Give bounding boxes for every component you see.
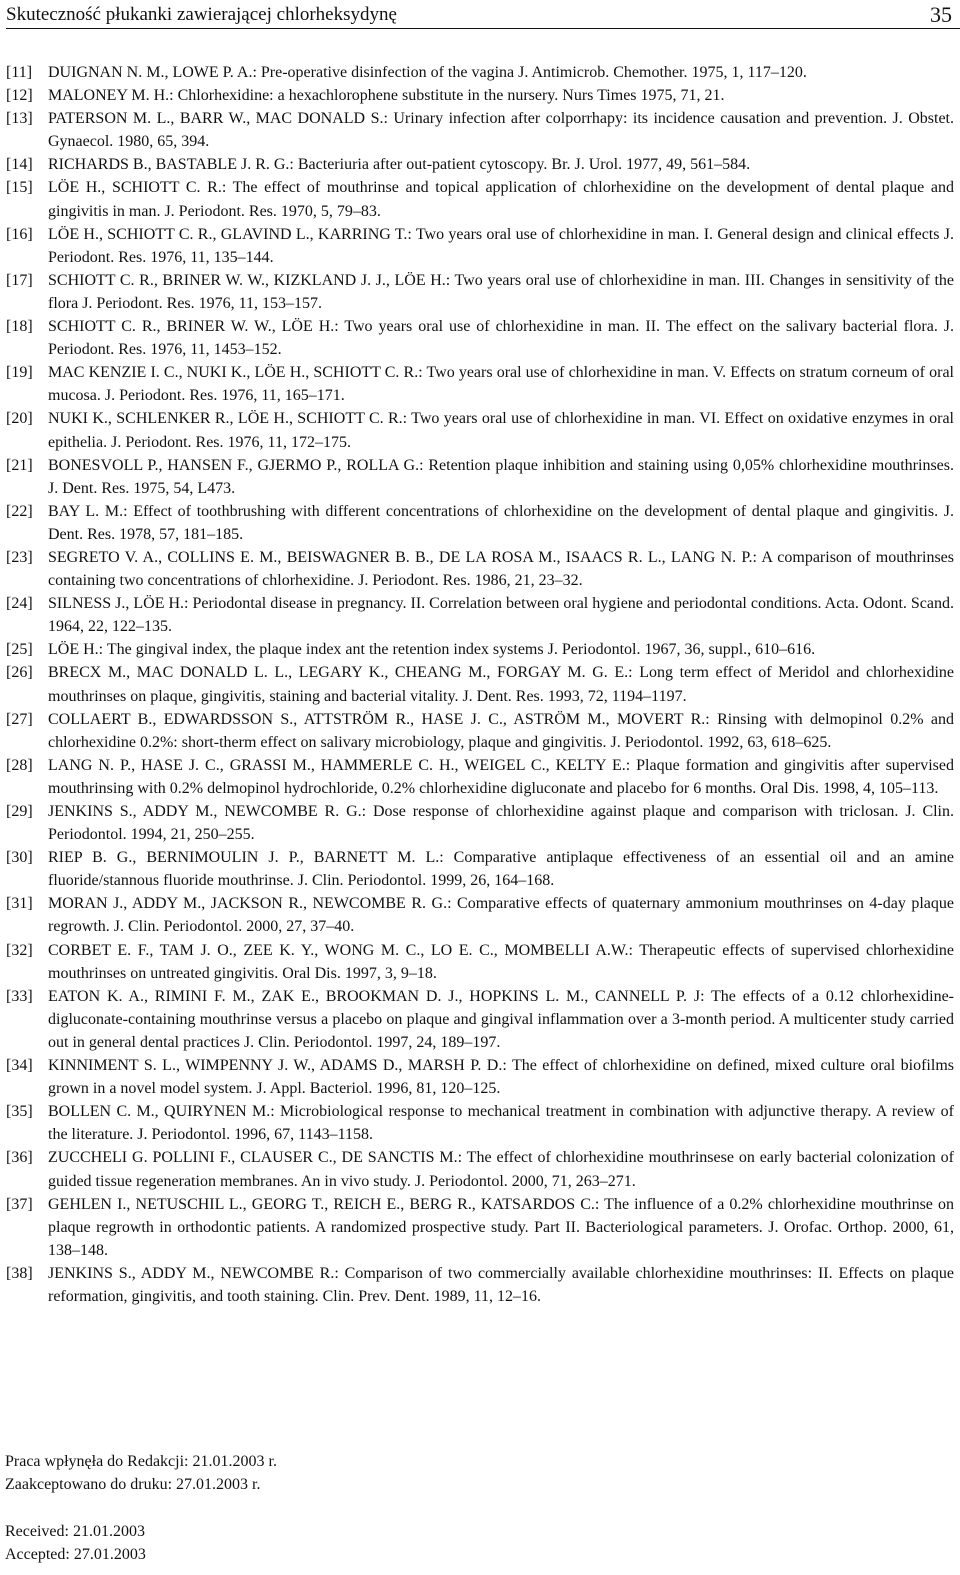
reference-text: JENKINS S., ADDY M., NEWCOMBE R. G.: Dose response of chlorhexidine against plaque and comparison with triclosan. J. Clin. Periodontol. 1994, 21, 250–255. (48, 803, 954, 844)
reference-text: SEGRETO V. A., COLLINS E. M., BEISWAGNER B. B., DE LA ROSA M., ISAACS R. L., LANG N. P.: A comparison of mouthrinses containing two concentrations of chlorhexidine. J. Periodont. Res. 1986, 21, 23–32. (48, 548, 954, 590)
page-header (6, 2, 956, 26)
accepted-date-pl: Zaakceptowano do druku: 27.01.2003 r. (5, 1476, 261, 1493)
reference-text: BAY L. M.: Effect of toothbrushing with different concentrations of chlorhexidine on the development of dental plaque and gingivitis. J. Dent. Res. 1978, 57, 181–185. (48, 502, 954, 543)
reference-text: BOLLEN C. M., QUIRYNEN M.: Microbiological response to mechanical treatment in combination with adjunctive therapy. A review of the literature. J. Periodontol. 1996, 67, 1143–1158. (48, 1103, 954, 1144)
reference-number: [28] (6, 756, 33, 774)
reference-number: [29] (6, 803, 33, 820)
reference-text: MAC KENZIE I. C., NUKI K., LÖE H., SCHIOTT C. R.: Two years oral use of chlorhexidine in man. V. Effects on stratum corneum of oral mucosa. J. Periodont. Res. 1976, 11, 165–171. (48, 364, 954, 405)
submission-dates-en (5, 1520, 146, 1566)
reference-item (6, 1100, 954, 1146)
reference-text: KINNIMENT S. L., WIMPENNY J. W., ADAMS D., MARSH P. D.: The effect of chlorhexidine on defined, mixed culture oral biofilms grown in a novel model system. J. Appl. Bacteriol. 1996, 81, 120–125. (48, 1057, 954, 1098)
reference-list (6, 61, 954, 1308)
reference-number: [33] (6, 987, 33, 1005)
accepted-date-en: Accepted: 27.01.2003 (5, 1546, 146, 1563)
reference-item (6, 153, 954, 176)
reference-text: SILNESS J., LÖE H.: Periodontal disease in pregnancy. II. Correlation between oral hygiene and periodontal conditions. Acta. Odont. Scand. 1964, 22, 122–135. (48, 595, 954, 636)
reference-number: [21] (6, 456, 33, 474)
reference-number: [14] (6, 156, 33, 174)
reference-text: EATON K. A., RIMINI F. M., ZAK E., BROOKMAN D. J., HOPKINS L. M., CANNELL P. J: The effects of a 0.12 chlorhexidine-digluconate-containing mouthrinse versus a placebo on plaque and gingival inflammation over a 3-month period. A multicenter study carried out in general dental practices J. Clin. Periodontol. 1997, 24, 189–197. (48, 987, 954, 1051)
reference-text: COLLAERT B., EDWARDSSON S., ATTSTRÖM R., HASE J. C., ASTRÖM M., MOVERT R.: Rinsing with delmopinol 0.2% and chlorhexidine 0.2%: short-therm effect on salivary microbiology, plaque and gingivitis. J. Periodontol. 1992, 63, 618–625. (48, 710, 954, 751)
reference-number: [12] (6, 87, 33, 105)
reference-item (6, 1193, 954, 1262)
reference-item (6, 846, 954, 892)
reference-number: [30] (6, 849, 33, 867)
page-number: 35 (930, 2, 952, 27)
reference-text: MORAN J., ADDY M., JACKSON R., NEWCOMBE R. G.: Comparative effects of quaternary ammonium mouthrinses on 4-day plaque regrowth. J. Clin. Periodontol. 2000, 27, 37–40. (48, 895, 954, 936)
reference-item (6, 407, 954, 453)
reference-number: [18] (6, 318, 33, 336)
reference-number: [17] (6, 271, 33, 289)
reference-number: [16] (6, 225, 33, 243)
reference-item (6, 985, 954, 1054)
reference-text: LÖE H., SCHIOTT C. R.: The effect of mouthrinse and topical application of chlorhexidine on the development of dental plaque and gingivitis in man. J. Periodont. Res. 1970, 5, 79–83. (48, 179, 954, 220)
reference-text: PATERSON M. L., BARR W., MAC DONALD S.: Urinary infection after colporrhapy: its incidence causation and prevention. J. Obstet. Gynaecol. 1980, 65, 394. (48, 110, 954, 151)
reference-item (6, 454, 954, 500)
reference-item (6, 939, 954, 985)
reference-item (6, 269, 954, 315)
reference-number: [19] (6, 364, 33, 382)
reference-text: LÖE H.: The gingival index, the plaque index ant the retention index systems J. Periodontol. 1967, 36, suppl., 610–616. (48, 641, 816, 659)
reference-item (6, 223, 954, 269)
reference-text: GEHLEN I., NETUSCHIL L., GEORG T., REICH E., BERG R., KATSARDOS C.: The influence of a 0.2% chlorhexidine mouthrinse on plaque regrowth in orthodontic patients. A randomized prospective study. Part II. Bacteriological parameters. J. Orofac. Orthop. 2000, 61, 138–148. (48, 1195, 954, 1259)
reference-text: LÖE H., SCHIOTT C. R., GLAVIND L., KARRING T.: Two years oral use of chlorhexidine in man. I. General design and clinical effects J. Periodont. Res. 1976, 11, 135–144. (48, 225, 954, 266)
reference-number: [15] (6, 179, 33, 197)
reference-text: LANG N. P., HASE J. C., GRASSI M., HAMMERLE C. H., WEIGEL C., KELTY E.: Plaque formation and gingivitis after supervised mouthrinsing with 0.2% delmopinol hydrochloride, 0.2% chlorhexidine digluconate and placebo for 6 months. Oral Dis. 1998, 4, 105–113. (48, 756, 954, 797)
reference-number: [22] (6, 502, 33, 520)
running-title: Skuteczność płukanki zawierającej chlorheksydynę (6, 4, 397, 25)
reference-item (6, 592, 954, 638)
reference-text: BRECX M., MAC DONALD L. L., LEGARY K., CHEANG M., FORGAY M. G. E.: Long term effect of Meridol and chlorhexidine mouthrinses on plaque, gingivitis, staining and bacterial vitality. J. Dent. Res. 1993, 72, 1194–1197. (48, 664, 954, 705)
reference-text: NUKI K., SCHLENKER R., LÖE H., SCHIOTT C. R.: Two years oral use of chlorhexidine in man. VI. Effect on oxidative enzymes in oral epithelia. J. Periodont. Res. 1976, 11, 172–175. (48, 410, 954, 451)
reference-number: [32] (6, 941, 33, 959)
reference-item (6, 361, 954, 407)
reference-number: [25] (6, 641, 33, 659)
reference-item (6, 176, 954, 222)
reference-item (6, 754, 954, 800)
reference-number: [38] (6, 1264, 33, 1282)
reference-text: MALONEY M. H.: Chlorhexidine: a hexachlorophene substitute in the nursery. Nurs Times 1975, 71, 21. (48, 87, 725, 105)
reference-text: RICHARDS B., BASTABLE J. R. G.: Bacteriuria after out-patient cytoscopy. Br. J. Urol. 1977, 49, 561–584. (48, 156, 751, 174)
received-date-en: Received: 21.01.2003 (5, 1523, 145, 1540)
reference-item (6, 661, 954, 707)
reference-number: [34] (6, 1057, 33, 1075)
reference-number: [23] (6, 548, 33, 566)
reference-number: [24] (6, 595, 33, 613)
reference-number: [27] (6, 710, 33, 728)
reference-item (6, 546, 954, 592)
reference-item (6, 107, 954, 153)
reference-item (6, 800, 954, 846)
reference-text: SCHIOTT C. R., BRINER W. W., KIZKLAND J. J., LÖE H.: Two years oral use of chlorhexidine in man. III. Changes in sensitivity of the flora J. Periodont. Res. 1976, 11, 153–157. (48, 271, 954, 312)
reference-number: [20] (6, 410, 33, 428)
reference-item (6, 892, 954, 938)
reference-item (6, 1054, 954, 1100)
reference-text: CORBET E. F., TAM J. O., ZEE K. Y., WONG M. C., LO E. C., MOMBELLI A.W.: Therapeutic effects of supervised chlorhexidine mouthrinses on untreated gingivitis. Oral Dis. 1997, 3, 9–18. (48, 941, 954, 982)
reference-item (6, 638, 954, 661)
reference-text: JENKINS S., ADDY M., NEWCOMBE R.: Comparison of two commercially available chlorhexidine mouthrinses: II. Effects on plaque reformation, gingivitis, and tooth staining. Clin. Prev. Dent. 1989, 11, 12–16. (48, 1264, 954, 1305)
reference-number: [37] (6, 1195, 33, 1213)
reference-text: ZUCCHELI G. POLLINI F., CLAUSER C., DE SANCTIS M.: The effect of chlorhexidine mouthrinsese on early bacterial colonization of guided tissue regeneration membranes. An in vivo study. J. Periodontol. 2000, 71, 263–271. (48, 1149, 954, 1190)
reference-item (6, 708, 954, 754)
reference-number: [11] (6, 64, 33, 81)
reference-item (6, 84, 954, 107)
reference-number: [13] (6, 110, 33, 128)
reference-number: [31] (6, 895, 33, 913)
reference-item (6, 61, 954, 84)
reference-number: [35] (6, 1103, 33, 1121)
reference-text: DUIGNAN N. M., LOWE P. A.: Pre-operative disinfection of the vagina J. Antimicrob. Chemother. 1975, 1, 117–120. (48, 64, 807, 81)
reference-item (6, 500, 954, 546)
reference-item (6, 1262, 954, 1308)
reference-number: [26] (6, 664, 33, 682)
reference-text: BONESVOLL P., HANSEN F., GJERMO P., ROLLA G.: Retention plaque inhibition and staining using 0,05% chlorhexidine mouthrinses. J. Dent. Res. 1975, 54, L473. (48, 456, 954, 497)
reference-item (6, 1146, 954, 1192)
reference-number: [36] (6, 1149, 33, 1167)
header-rule (6, 28, 960, 29)
reference-text: RIEP B. G., BERNIMOULIN J. P., BARNETT M. L.: Comparative antiplaque effectiveness of an essential oil and an amine fluoride/stannous fluoride mouthrinse. J. Clin. Periodontol. 1999, 26, 164–168. (48, 849, 954, 890)
reference-text: SCHIOTT C. R., BRINER W. W., LÖE H.: Two years oral use of chlorhexidine in man. II. The effect on the salivary bacterial flora. J. Periodont. Res. 1976, 11, 1453–152. (48, 318, 954, 359)
reference-item (6, 315, 954, 361)
received-date-pl: Praca wpłynęła do Redakcji: 21.01.2003 r. (5, 1453, 277, 1470)
submission-dates-pl (5, 1450, 277, 1496)
